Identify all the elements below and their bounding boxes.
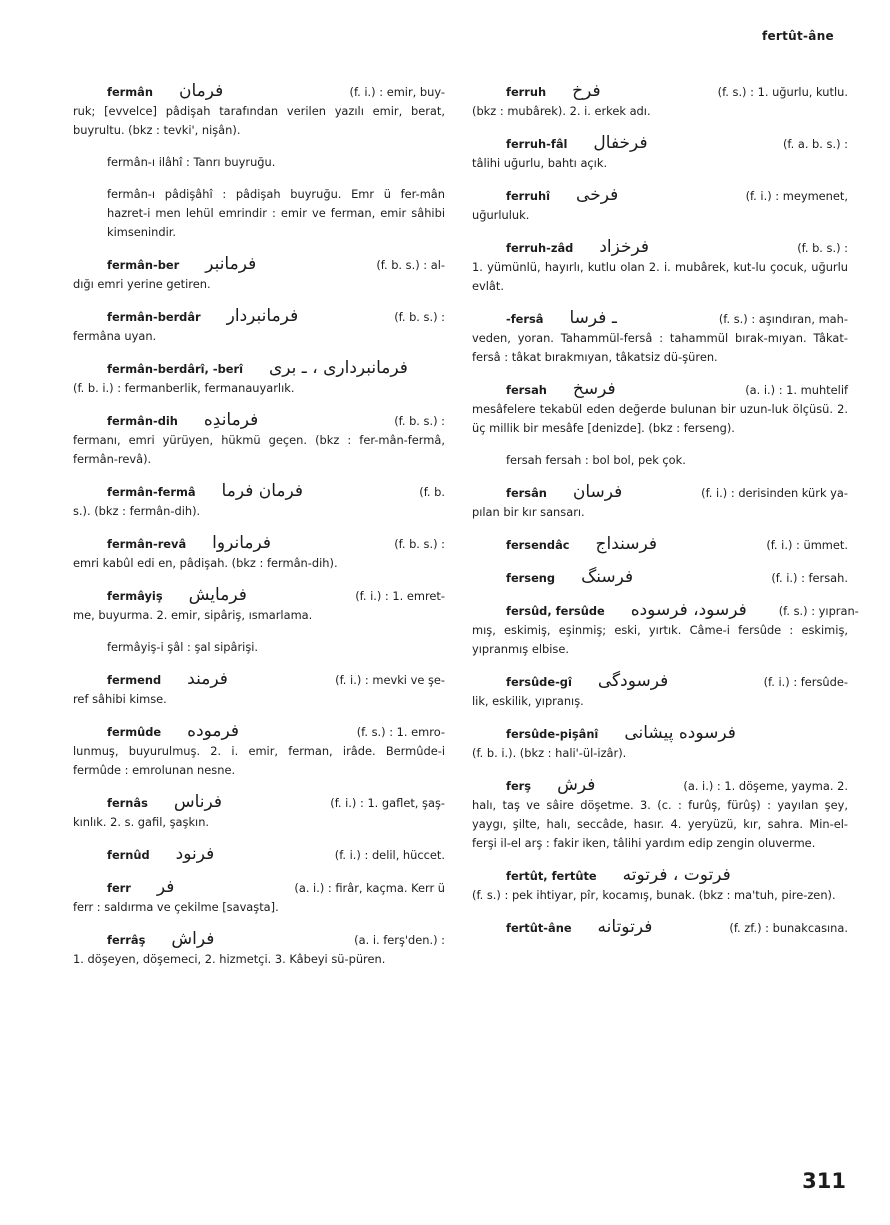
grammar-definition: (f. s.) : 1. emro-: [356, 725, 445, 739]
arabic-script-spelling: ـ فرسا: [569, 308, 617, 328]
grammar-definition: (f. i.) : delil, hüccet.: [334, 848, 445, 862]
headword: fersûd, fersûde: [506, 604, 605, 618]
subentry-text: fermân-ı pâdişâhî : pâdişah buyruğu. Emr ü fer-mân hazret-i men lehül emrindir : emir ve ferman, emir sâhibi kimsenindir.: [107, 187, 445, 239]
grammar-definition: (f. b. s.) :: [797, 241, 848, 255]
grammar-definition: (f. b. s.) : al-: [376, 258, 445, 272]
dictionary-entry: [73, 82, 445, 140]
entry-head-line: [472, 380, 848, 400]
headword: fersûde-pişânî: [506, 727, 599, 741]
arabic-script-spelling: فرتوتانه: [597, 917, 653, 937]
grammar-definition: (f. s.) : aşındıran, mah-: [718, 312, 848, 326]
subentry-text: fermâyiş-i şâl : şal sipârişi.: [107, 640, 259, 654]
grammar-definition: (f. a. b. s.) :: [782, 137, 848, 151]
definition-text: mesâfelere tekabül eden değerde bulunan bir uzun-luk ölçüsü. 2. üç millik bir mesâfe [denizde]. (bkz : ferseng).: [472, 402, 848, 435]
entry-head-line: [73, 359, 445, 379]
dictionary-entry: [472, 600, 859, 659]
grammar-definition: (f. b. s.) :: [394, 414, 445, 428]
entry-head-line: [472, 186, 848, 206]
dictionary-entry: [73, 307, 445, 346]
entry-head-line: [73, 482, 445, 502]
definition-text: uğurluluk.: [472, 208, 530, 222]
headword: fermân: [107, 85, 153, 99]
grammar-definition: (f. i.) : fersah.: [771, 571, 848, 585]
dictionary-entry: [73, 878, 445, 917]
headword: ferş: [506, 779, 532, 793]
entry-head-line: [472, 134, 848, 154]
arabic-script-spelling: فرمانبردار: [226, 306, 299, 326]
dictionary-entry: [73, 359, 445, 398]
entry-head-line: [472, 918, 848, 938]
definition-text: (f. s.) : pek ihtiyar, pîr, kocamış, bunak. (bkz : ma'tuh, pire-zen).: [472, 888, 836, 902]
entry-head-line: [472, 866, 848, 886]
dictionary-entry: [73, 255, 445, 294]
entry-head-line: [73, 670, 445, 690]
arabic-script-spelling: فرمانبر: [205, 254, 257, 274]
entry-head-line: [73, 793, 445, 813]
headword: fermân-revâ: [107, 537, 187, 551]
grammar-definition: (a. i. ferş'den.) :: [354, 933, 445, 947]
arabic-script-spelling: فرسنگ: [581, 567, 634, 587]
entry-head-line: [73, 878, 445, 898]
entry-head-line: [73, 722, 445, 742]
arabic-script-spelling: فرنود: [175, 844, 215, 864]
arabic-script-spelling: فرسان: [572, 482, 623, 502]
dictionary-entry: [472, 776, 848, 853]
definition-text: tâlihi uğurlu, bahtı açık.: [472, 156, 608, 170]
grammar-definition: (f. i.) : mevki ve şe-: [335, 673, 445, 687]
entry-head-line: [472, 568, 848, 588]
headword: ferruh-zâd: [506, 241, 574, 255]
grammar-definition: (f. i.) : 1. emret-: [355, 589, 445, 603]
entry-head-line: [73, 307, 445, 327]
headword: fersûde-gî: [506, 675, 572, 689]
entry-head-line: [472, 82, 848, 102]
arabic-script-spelling: فرماندِه: [203, 410, 259, 430]
definition-text: me, buyurma. 2. emir, sipâriş, ısmarlama.: [73, 608, 313, 622]
entry-head-line: [73, 586, 445, 606]
arabic-script-spelling: فرسود، فرسوده: [630, 600, 747, 620]
headword: fersendâc: [506, 538, 570, 552]
dictionary-entry: [472, 568, 848, 588]
grammar-definition: (f. zf.) : bunakcasına.: [729, 921, 848, 935]
headword: ferrâş: [107, 933, 146, 947]
grammar-definition: (f. b.: [419, 485, 445, 499]
dictionary-entry: [73, 722, 445, 780]
subentry-text: fermân-ı ilâhî : Tanrı buyruğu.: [107, 155, 276, 169]
headword: ferseng: [506, 571, 556, 585]
arabic-script-spelling: فرمند: [187, 669, 228, 689]
headword: fertût-âne: [506, 921, 572, 935]
subentry: [73, 638, 445, 657]
entry-head-line: [73, 82, 445, 102]
arabic-script-spelling: فرناس: [173, 792, 223, 812]
subentry-text: fersah fersah : bol bol, pek çok.: [506, 453, 686, 467]
grammar-definition: (a. i.) : 1. muhtelif: [745, 383, 848, 397]
grammar-definition: (f. i.) : fersûde-: [763, 675, 848, 689]
definition-text: ruk; [evvelce] pâdişah tarafından verilen yazılı emir, berat, buyrultu. (bkz : tevki', nişân).: [73, 104, 445, 137]
grammar-definition: (f. s.) : 1. uğurlu, kutlu.: [717, 85, 848, 99]
grammar-definition: (a. i.) : firâr, kaçma. Kerr ü: [294, 881, 445, 895]
headword: fermân-berdâr: [107, 310, 201, 324]
headword: fermân-ber: [107, 258, 180, 272]
grammar-definition: (f. i.) : ümmet.: [766, 538, 848, 552]
definition-text: lunmuş, buyurulmuş. 2. i. emir, ferman, irâde. Bermûde-i fermûde : emrolunan nesne.: [73, 744, 445, 777]
grammar-definition: (f. s.) : yıpran-: [778, 604, 859, 618]
grammar-definition: (f. b. s.) :: [394, 537, 445, 551]
arabic-script-spelling: فرمانروا: [212, 533, 271, 553]
running-head: fertût-âne: [761, 29, 834, 43]
headword: fermend: [107, 673, 162, 687]
arabic-script-spelling: فرش: [557, 775, 596, 795]
subentry: [73, 185, 445, 242]
arabic-script-spelling: فرخزاد: [599, 237, 650, 257]
arabic-script-spelling: فرسوده پیشانی: [624, 723, 736, 743]
arabic-script-spelling: فرسخ: [572, 379, 616, 399]
dictionary-entry: [472, 483, 848, 522]
dictionary-entry: [472, 535, 848, 555]
dictionary-entry: [472, 82, 848, 121]
definition-text: s.). (bkz : fermân-dih).: [73, 504, 201, 518]
entry-head-line: [472, 483, 848, 503]
dictionary-entry: [73, 482, 445, 521]
dictionary-entry: [472, 866, 848, 905]
headword: fermâyiş: [107, 589, 163, 603]
entry-head-line: [73, 845, 445, 865]
headword: ferr: [107, 881, 131, 895]
entry-head-line: [472, 238, 848, 258]
arabic-script-spelling: فرخ: [572, 81, 601, 101]
entry-head-line: [73, 255, 445, 275]
dictionary-entry: [472, 918, 848, 938]
definition-text: kınlık. 2. s. gafil, şaşkın.: [73, 815, 210, 829]
arabic-script-spelling: فرخی: [576, 185, 619, 205]
dictionary-entry: [472, 134, 848, 173]
dictionary-entry: [73, 793, 445, 832]
definition-text: (bkz : mubârek). 2. i. erkek adı.: [472, 104, 651, 118]
arabic-script-spelling: فرمان: [178, 81, 224, 101]
headword: fermân-fermâ: [107, 485, 196, 499]
definition-text: (f. b. i.). (bkz : hali'-ül-izâr).: [472, 746, 627, 760]
entry-head-line: [472, 309, 848, 329]
headword: fernûd: [107, 848, 150, 862]
headword: fersah: [506, 383, 547, 397]
headword: ferruh-fâl: [506, 137, 568, 151]
dictionary-entry: [472, 309, 848, 367]
headword: fertût, fertûte: [506, 869, 597, 883]
entry-head-line: [472, 672, 848, 692]
arabic-script-spelling: فرسنداج: [595, 534, 658, 554]
arabic-script-spelling: فراش: [171, 929, 215, 949]
definition-text: lik, eskilik, yıpranış.: [472, 694, 584, 708]
dictionary-entry: [73, 411, 445, 469]
arabic-script-spelling: فرمان فرما: [221, 481, 304, 501]
headword: fermân-dih: [107, 414, 178, 428]
headword: -fersâ: [506, 312, 544, 326]
headword: fersân: [506, 486, 547, 500]
dictionary-entry: [73, 930, 445, 969]
dictionary-entry: [472, 724, 848, 763]
headword: ferruhî: [506, 189, 551, 203]
arabic-script-spelling: فرخفال: [593, 133, 648, 153]
page-number: 311: [802, 1169, 846, 1193]
grammar-definition: (f. i.) : 1. gaflet, şaş-: [330, 796, 445, 810]
headword: fernâs: [107, 796, 148, 810]
definition-text: mış, eskimiş, eşinmiş; eski, yırtık. Câme-i fersûde : eskimiş, yıpranmış elbise.: [472, 623, 848, 656]
definition-text: fermâna uyan.: [73, 329, 157, 343]
grammar-definition: (f. b. s.) :: [394, 310, 445, 324]
entry-head-line: [472, 535, 848, 555]
arabic-script-spelling: فرتوت ، فرتوته: [622, 865, 731, 885]
definition-text: dığı emri yerine getiren.: [73, 277, 211, 291]
entry-head-line: [73, 534, 445, 554]
right-column: [472, 81, 859, 951]
definition-text: ref sâhibi kimse.: [73, 692, 167, 706]
dictionary-entry: [73, 670, 445, 709]
subentry: [73, 153, 445, 172]
definition-text: 1. yümünlü, hayırlı, kutlu olan 2. i. mubârek, kut-lu çocuk, uğurlu evlât.: [472, 260, 848, 293]
definition-text: emri kabûl edi en, pâdişah. (bkz : fermân-dih).: [73, 556, 338, 570]
definition-text: pılan bir kır sansarı.: [472, 505, 585, 519]
arabic-script-spelling: فر: [156, 877, 175, 897]
entry-head-line: [73, 411, 445, 431]
headword: fermûde: [107, 725, 162, 739]
arabic-script-spelling: فرمایش: [188, 585, 247, 605]
entry-head-line: [472, 776, 848, 796]
grammar-definition: (f. i.) : emir, buy-: [349, 85, 445, 99]
entry-head-line: [73, 930, 445, 950]
entry-head-line: [472, 724, 848, 744]
headword: fermân-berdârî, -berî: [107, 362, 243, 376]
grammar-definition: (f. i.) : derisinden kürk ya-: [701, 486, 848, 500]
definition-text: (f. b. i.) : fermanberlik, fermanauyarlık.: [73, 381, 295, 395]
arabic-script-spelling: فرموده: [187, 721, 240, 741]
left-column: [73, 82, 445, 982]
dictionary-entry: [472, 186, 848, 225]
entry-head-line: [472, 600, 859, 621]
dictionary-entry: [472, 380, 848, 438]
dictionary-entry: [472, 672, 848, 711]
dictionary-entry: [73, 845, 445, 865]
grammar-definition: (f. i.) : meymenet,: [745, 189, 848, 203]
arabic-script-spelling: فرمانبرداری ، ـ بری: [268, 358, 408, 378]
dictionary-entry: [73, 586, 445, 625]
definition-text: fermanı, emri yürüyen, hükmü geçen. (bkz : fer-mân-fermâ, fermân-revâ).: [73, 433, 445, 466]
definition-text: ferr : saldırma ve çekilme [savaşta].: [73, 900, 279, 914]
dictionary-entry: [472, 238, 848, 296]
definition-text: halı, taş ve sâire döşetme. 3. (c. : furûş, fürûş) : yayılan şey, yaygı, şilte, halı, seccâde, hasır. 4. yeryüzü, kır, sahra. Min-el-ferşi il-el arş : fakir iken, tâlihi yardım edip zengin oluverme.: [472, 798, 848, 850]
headword: ferruh: [506, 85, 547, 99]
arabic-script-spelling: فرسودگی: [597, 671, 669, 691]
definition-text: veden, yoran. Tahammül-fersâ : tahammül bırak-mıyan. Tâkat-fersâ : tâkat bırakmıyan, tâkatsiz dü-şüren.: [472, 331, 848, 364]
dictionary-entry: [73, 534, 445, 573]
grammar-definition: (a. i.) : 1. döşeme, yayma. 2.: [683, 779, 848, 793]
definition-text: 1. döşeyen, döşemeci, 2. hizmetçi. 3. Kâbeyi sü-püren.: [73, 952, 386, 966]
subentry: [472, 451, 848, 470]
